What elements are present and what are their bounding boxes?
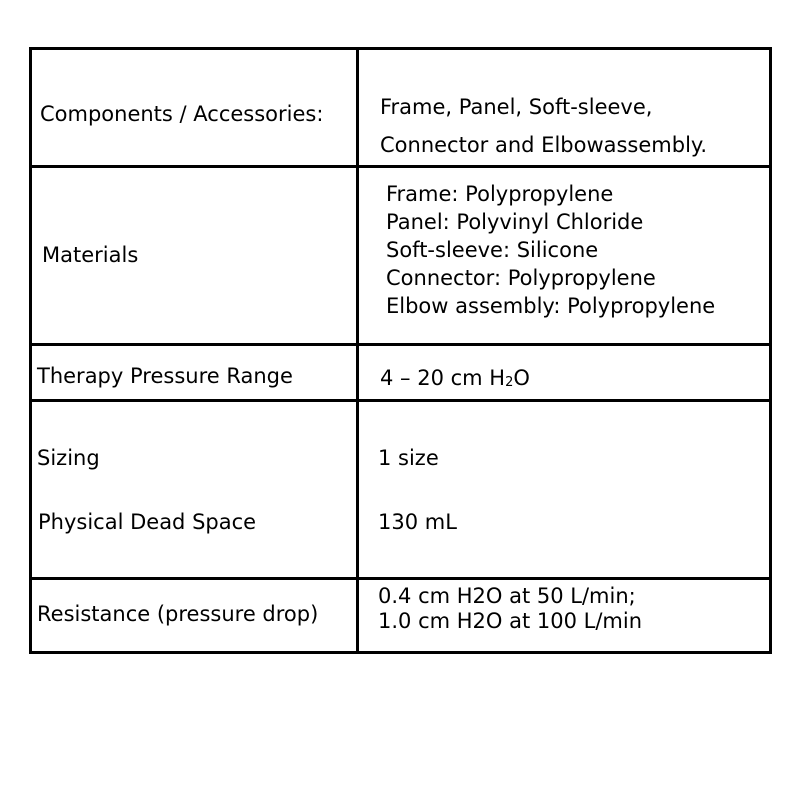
value-components [380,88,707,164]
value-sizing: 1 size [378,446,439,470]
value-line: Frame, Panel, Soft-sleeve, [380,95,653,119]
value-line: Panel: Polyvinyl Chloride [386,210,644,234]
label-components: Components / Accessories: [40,102,324,126]
value-line: 0.4 cm H2O at 50 L/min; [378,584,636,608]
label-sizing: Sizing [37,446,100,470]
value-subscript: 2 [505,375,514,390]
label-pressure-range: Therapy Pressure Range [37,364,293,388]
label-materials: Materials [42,243,139,267]
value-line: Soft-sleeve: Silicone [386,238,599,262]
value-line: Frame: Polypropylene [386,182,614,206]
value-materials [386,180,715,320]
value-resistance [378,584,642,634]
table-row-pressure-range [32,346,769,402]
value-line: Elbow assembly: Polypropylene [386,294,716,318]
value-line: Connector: Polypropylene [386,266,656,290]
value-suffix: O [513,366,530,390]
label-dead-space: Physical Dead Space [38,510,257,534]
table-row-components [32,50,769,168]
column-divider [356,50,359,165]
column-divider [356,580,359,651]
value-prefix: 4 – 20 cm H [380,366,506,390]
label-resistance: Resistance (pressure drop) [37,602,319,626]
value-dead-space: 130 mL [378,510,457,534]
value-line: Connector and Elbowassembly. [380,133,708,157]
column-divider [356,402,359,577]
column-divider [356,346,359,399]
value-line: 1.0 cm H2O at 100 L/min [378,609,643,633]
table-row-sizing [32,402,769,580]
column-divider [356,168,359,343]
value-pressure-range [380,364,530,396]
specification-table [29,47,772,654]
table-row-resistance [32,580,769,651]
table-row-materials [32,168,769,346]
